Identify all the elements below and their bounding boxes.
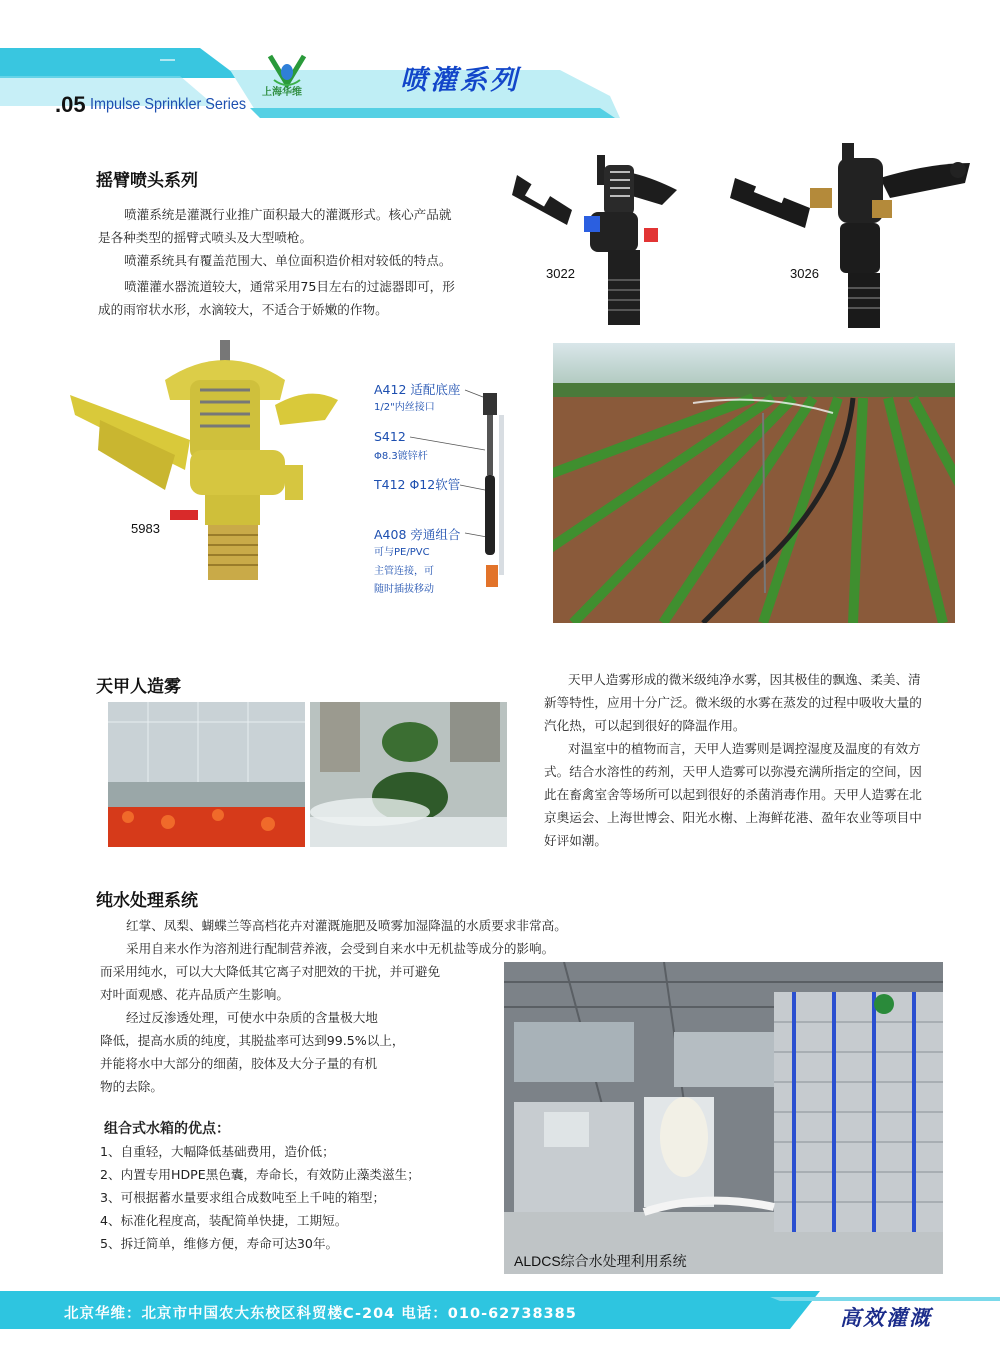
section3-line: 物的去除。 [100, 1079, 163, 1094]
section3-line: 降低，提高水质的纯度，其脱盐率可达到99.5%以上， [100, 1033, 405, 1048]
part-a412-label: A412 适配底座 [374, 382, 461, 397]
section1-line: 喷灌系统具有覆盖范围大、单位面积造价相对较低的特点。 [124, 253, 452, 268]
section2-line: 式。结合水溶性的药剂，天甲人造雾可以弥漫充满所指定的空间，因 [544, 764, 922, 779]
section3-line: 对叶面观感、花卉品质产生影响。 [100, 987, 289, 1002]
section1-line: 成的雨帘状水形，水滴较大，不适合于娇嫩的作物。 [98, 302, 388, 317]
section1-line: 喷灌灌水器流道较大，通常采用75目左右的过滤器即可，形 [124, 279, 455, 294]
logo-text: 上海华维 [262, 87, 302, 98]
section2-line: 此在畜禽室舍等场所可以起到很好的杀菌消毒作用。天甲人造雾在北 [544, 787, 922, 802]
section3-line: 红掌、凤梨、蝴蝶兰等高档花卉对灌溉施肥及喷雾加湿降温的水质要求非常高。 [126, 918, 567, 933]
section2-line: 对温室中的植物而言，天甲人造雾则是调控湿度及温度的有效方 [568, 741, 921, 756]
part-a408-sub1: 可与PE/PVC [374, 547, 430, 558]
product-label-3022: 3022 [546, 266, 575, 281]
section1-line: 是各种类型的摇臂式喷头及大型喷枪。 [98, 230, 313, 245]
riser-parts-diagram [405, 385, 520, 600]
section3-line: 经过反渗透处理，可使水中杂质的含量极大地 [126, 1010, 378, 1025]
section2-text [544, 668, 954, 852]
product-label-5983: 5983 [131, 521, 160, 536]
list-item: 5、拆迁简单，维修方便，寿命可达30年。 [100, 1236, 339, 1251]
part-a408-label: A408 旁通组合 [374, 527, 461, 542]
section3-line: 而采用纯水，可以大大降低其它离子对肥效的干扰，并可避免 [100, 964, 441, 979]
sprinkler-3026-image [730, 138, 975, 333]
section3-line: 并能将水中大部分的细菌，胶体及大分子量的有机 [100, 1056, 378, 1071]
footer-slogan: 高效灌溉 [840, 1306, 932, 1330]
section-heading-artificial-fog: 天甲人造雾 [96, 677, 181, 697]
advantages-heading: 组合式水箱的优点： [104, 1121, 230, 1137]
section3-line: 采用自来水作为溶剂进行配制营养液，会受到自来水中无机盐等成分的影响。 [126, 941, 555, 956]
part-s412-label: S412 [374, 429, 406, 444]
garden-fog-photo [310, 702, 507, 847]
greenhouse-fog-photo [108, 702, 305, 847]
sprinkler-5983-image [70, 340, 350, 605]
sprinkler-3022-image [512, 150, 682, 330]
section-heading-rocker-sprinkler: 摇臂喷头系列 [96, 171, 198, 191]
section-heading-pure-water: 纯水处理系统 [96, 891, 198, 911]
part-t412-label: T412 Φ12软管 [374, 477, 461, 492]
list-item: 3、可根据蓄水量要求组合成数吨至上千吨的箱型； [100, 1190, 386, 1205]
footer-contact: 北京华维：北京市中国农大东校区科贸楼C-204 电话：010-62738385 [64, 1306, 577, 1322]
product-label-3026: 3026 [790, 266, 819, 281]
section2-line: 汽化热，可以起到很好的降温作用。 [544, 718, 746, 733]
list-item: 4、标准化程度高，装配简单快捷，工期短。 [100, 1213, 348, 1228]
section2-line: 新等特性，应用十分广泛。微米级的水雾在蒸发的过程中吸收大量的 [544, 695, 922, 710]
list-item: 1、自重轻，大幅降低基础费用，造价低； [100, 1144, 335, 1159]
section2-line: 好评如潮。 [544, 833, 607, 848]
list-item: 2、内置专用HDPE黑色囊，寿命长，有效防止藻类滋生； [100, 1167, 420, 1182]
page-number: .05 [55, 92, 86, 117]
section1-line: 喷灌系统是灌溉行业推广面积最大的灌溉形式。核心产品就 [124, 207, 452, 222]
page-subtitle: Impulse Sprinkler Series [90, 96, 247, 113]
part-a408-sub2: 主管连接，可 [374, 566, 434, 577]
water-treatment-photo [504, 962, 943, 1274]
page-title: 喷灌系列 [400, 65, 520, 96]
part-a412-sub: 1/2"内丝接口 [374, 402, 435, 413]
section2-line: 天甲人造雾形成的微米级纯净水雾，因其极佳的飘逸、柔美、清 [568, 672, 921, 687]
part-s412-sub: Φ8.3镀锌杆 [374, 451, 428, 462]
advantages-list [100, 1140, 500, 1255]
part-a408-sub3: 随时插拔移动 [374, 584, 434, 595]
section2-line: 京奥运会、上海世博会、阳光水榭、上海鲜花港、盈年农业等项目中 [544, 810, 922, 825]
water-treatment-caption: ALDCS综合水处理利用系统 [514, 1253, 687, 1269]
section1-text [98, 203, 478, 321]
sprinkler-field-photo [553, 343, 955, 623]
